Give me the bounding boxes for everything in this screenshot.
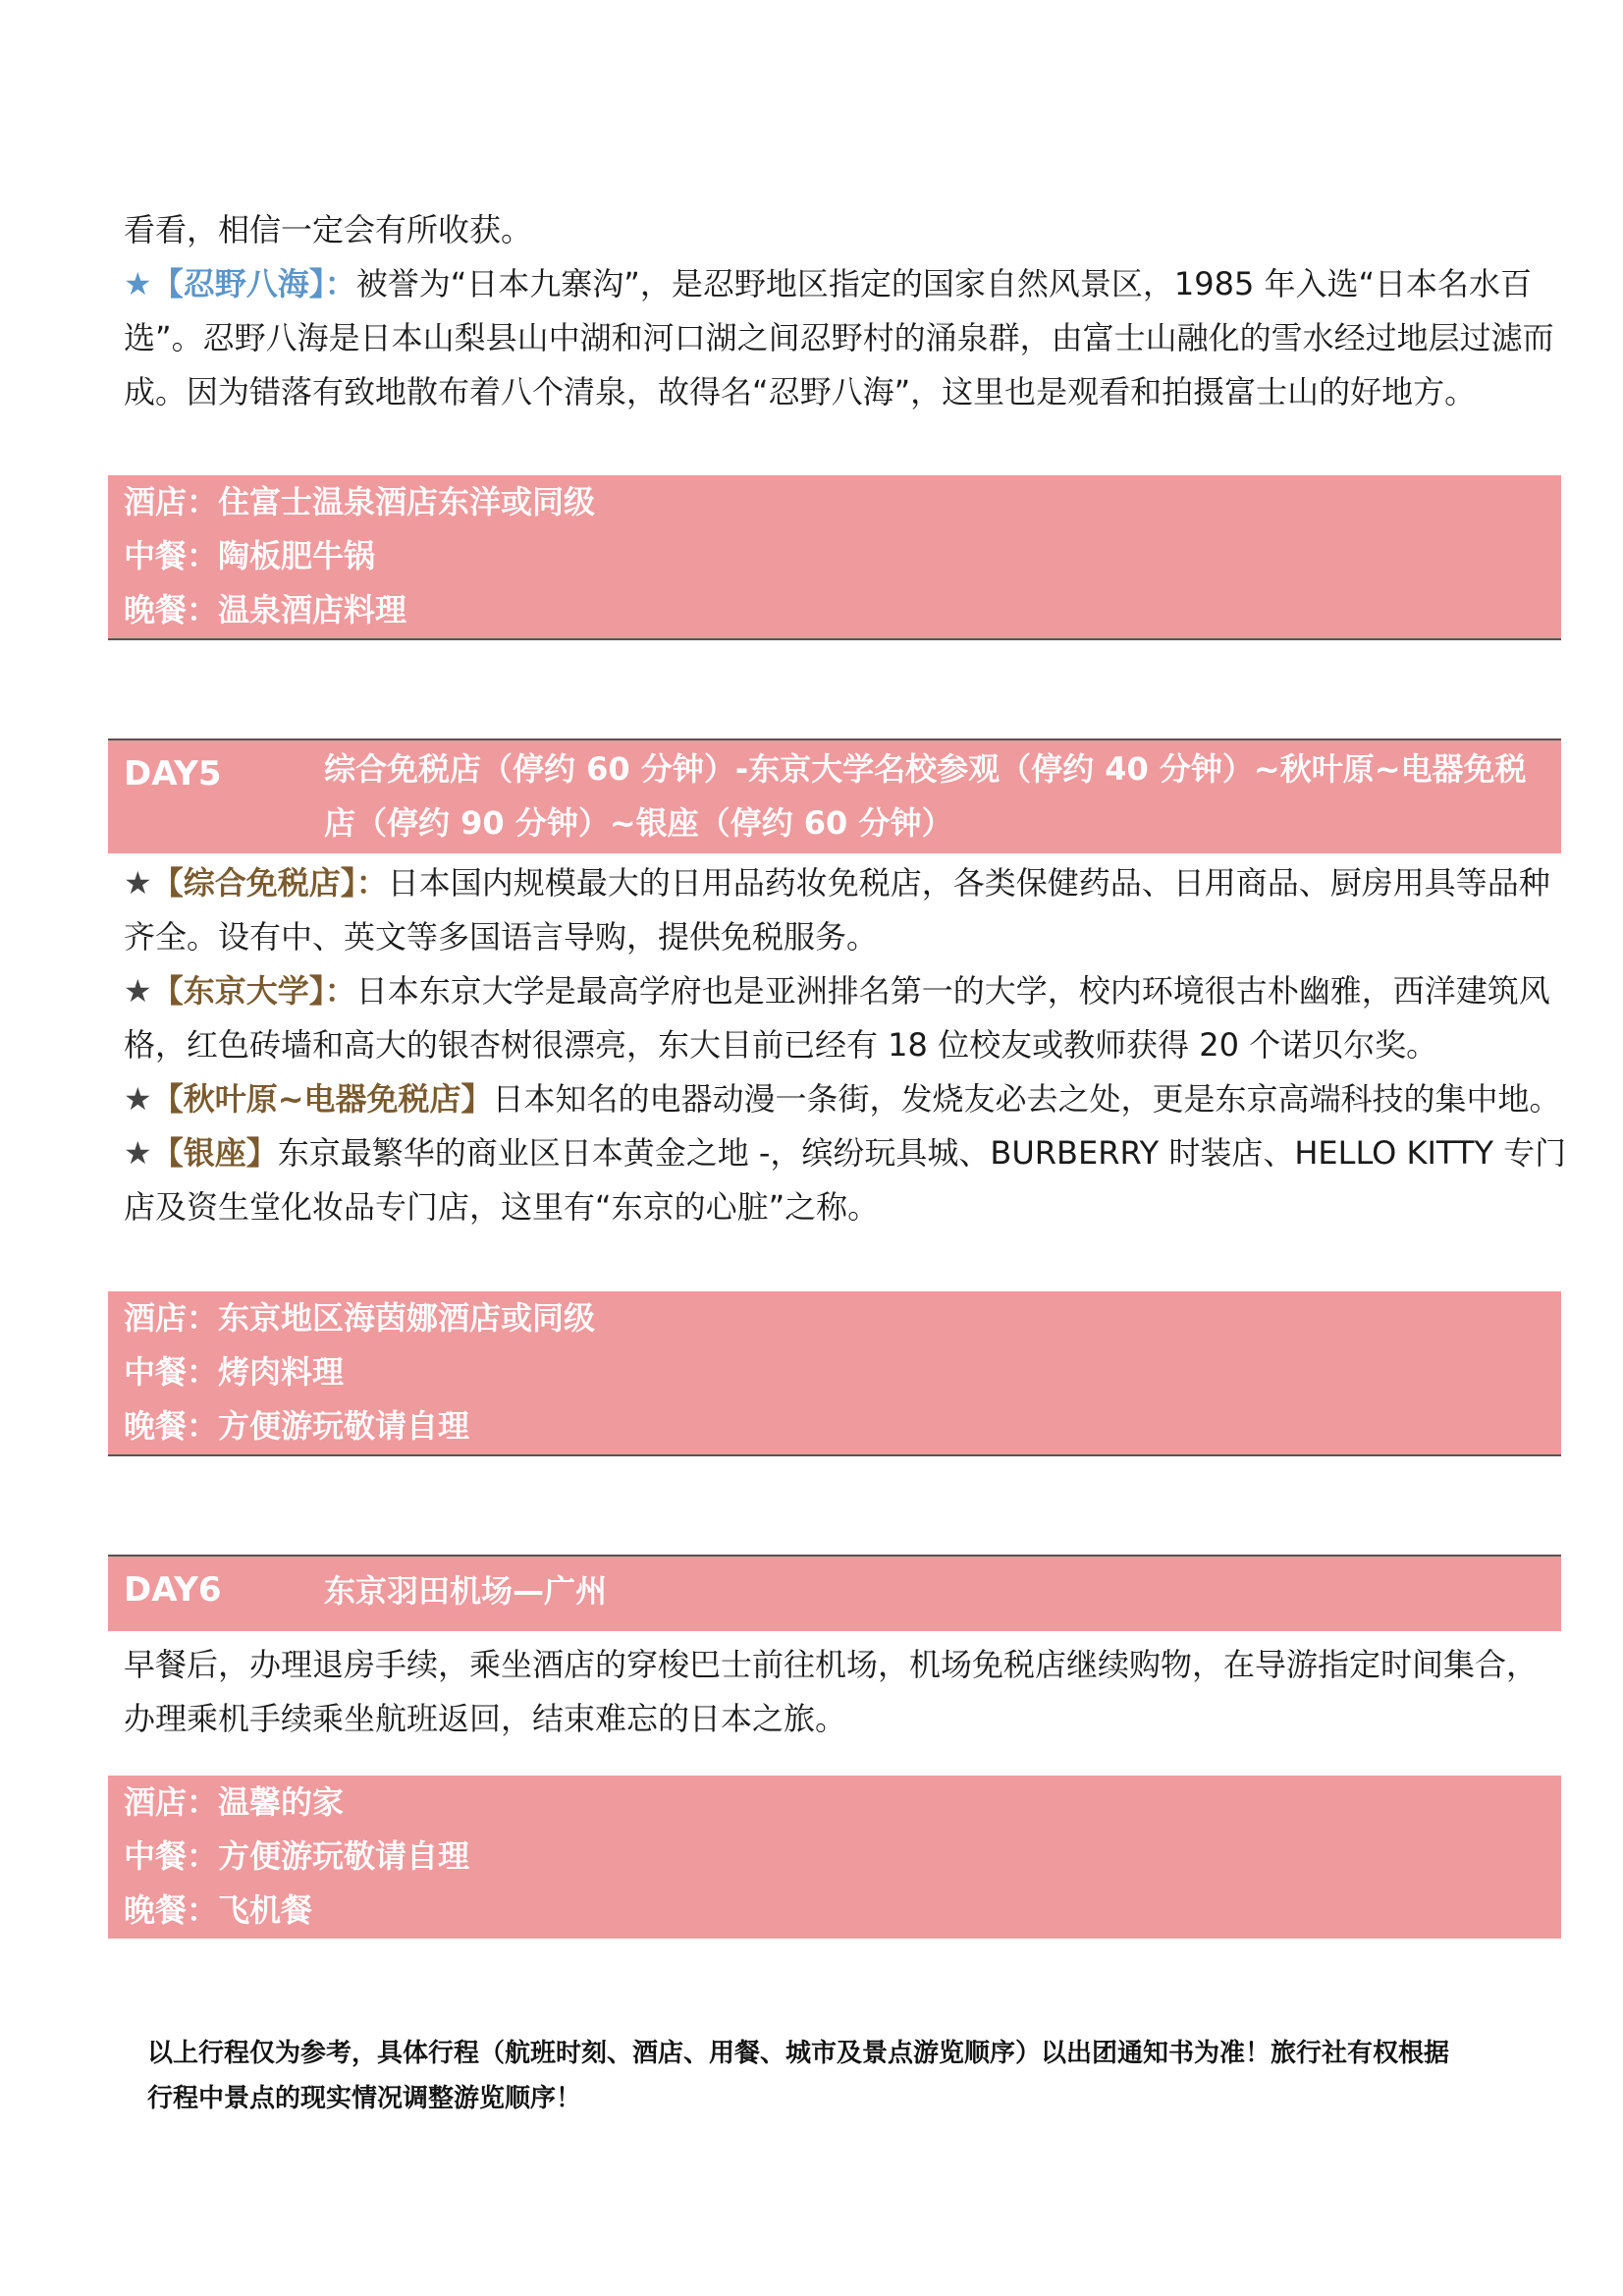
day5-route: 综合免税店（停约 60 分钟）-东京大学名校参观（停约 40 分钟）~秋叶原~电器免税店（停约 90 分钟）~银座（停约 60 分钟） <box>324 750 1527 842</box>
hotel-line: 酒店：东京地区海茵娜酒店或同级 <box>124 1299 596 1337</box>
disclaimer-note: 以上行程仅为参考，具体行程（航班时刻、酒店、用餐、城市及景点游览顺序）以出团通知书为准！旅行社有权根据行程中景点的现实情况调整游览顺序！ <box>147 2039 1450 2113</box>
star-icon: ★ <box>124 864 152 902</box>
item-desc: 东京最繁华的商业区日本黄金之地 -，缤纷玩具城、BURBERRY 时装店、HELLO KITTY 专门店及资生堂化妆品专门店，这里有“东京的心脏”之称。 <box>124 1134 1567 1226</box>
dinner-line: 晚餐：方便游玩敬请自理 <box>124 1407 470 1445</box>
day5-items <box>124 856 1567 1234</box>
day5-item <box>124 1126 1567 1234</box>
item-title: 【秋叶原~电器免税店】 <box>151 1080 493 1118</box>
lunch-line: 中餐：方便游玩敬请自理 <box>124 1837 470 1875</box>
meals-box-day6 <box>108 1776 1561 1939</box>
day5-item <box>124 856 1567 964</box>
day6-header <box>108 1555 1561 1631</box>
intro-line: 看看，相信一定会有所收获。 <box>124 211 533 248</box>
spot-oshino-hakkai <box>124 257 1567 419</box>
spot-title: 【忍野八海】： <box>151 265 356 302</box>
day6-route: 东京羽田机场—广州 <box>324 1572 608 1610</box>
day5-label: DAY5 <box>124 754 222 793</box>
day5-header <box>108 738 1561 853</box>
item-desc: 日本知名的电器动漫一条街，发烧友必去之处，更是东京高端科技的集中地。 <box>492 1080 1561 1118</box>
item-title: 【银座】 <box>151 1134 278 1172</box>
lunch-line: 中餐：陶板肥牛锅 <box>124 537 376 574</box>
star-icon: ★ <box>124 972 152 1010</box>
spot-desc: 被誉为“日本九寨沟”，是忍野地区指定的国家自然风景区，1985 年入选“日本名水百选”。忍野八海是日本山梨县山中湖和河口湖之间忍野村的涌泉群，由富士山融化的雪水经过地层过滤而成。因为错落有致地散布着八个清泉，故得名“忍野八海”，这里也是观看和拍摄富士山的好地方。 <box>124 265 1554 410</box>
item-title: 【综合免税店】： <box>151 864 388 902</box>
star-icon: ★ <box>124 265 152 302</box>
dinner-line: 晚餐：温泉酒店料理 <box>124 591 407 629</box>
day6-desc: 早餐后，办理退房手续，乘坐酒店的穿梭巴士前往机场，机场免税店继续购物，在导游指定时间集合，办理乘机手续乘坐航班返回，结束难忘的日本之旅。 <box>124 1646 1539 1737</box>
item-title: 【东京大学】： <box>151 972 356 1010</box>
hotel-line: 酒店：温馨的家 <box>124 1783 345 1821</box>
day6-label: DAY6 <box>124 1570 222 1610</box>
dinner-line: 晚餐：飞机餐 <box>124 1891 313 1929</box>
day6-desc-block <box>124 1638 1567 1746</box>
meals-box-day4 <box>108 475 1561 640</box>
intro-section <box>124 203 1567 419</box>
item-desc: 日本国内规模最大的日用品药妆免税店，各类保健药品、日用商品、厨房用具等品种齐全。设有中、英文等多国语言导购，提供免税服务。 <box>124 864 1550 956</box>
hotel-line: 酒店：住富士温泉酒店东洋或同级 <box>124 483 596 520</box>
star-icon: ★ <box>124 1134 152 1172</box>
item-desc: 日本东京大学是最高学府也是亚洲排名第一的大学，校内环境很古朴幽雅，西洋建筑风格，红色砖墙和高大的银杏树很漂亮，东大目前已经有 18 位校友或教师获得 20 个诺贝尔奖。 <box>124 972 1550 1064</box>
day5-item <box>124 1072 1567 1126</box>
lunch-line: 中餐：烤肉料理 <box>124 1353 345 1391</box>
meals-box-day5 <box>108 1291 1561 1456</box>
day5-item <box>124 964 1567 1072</box>
star-icon: ★ <box>124 1080 152 1118</box>
